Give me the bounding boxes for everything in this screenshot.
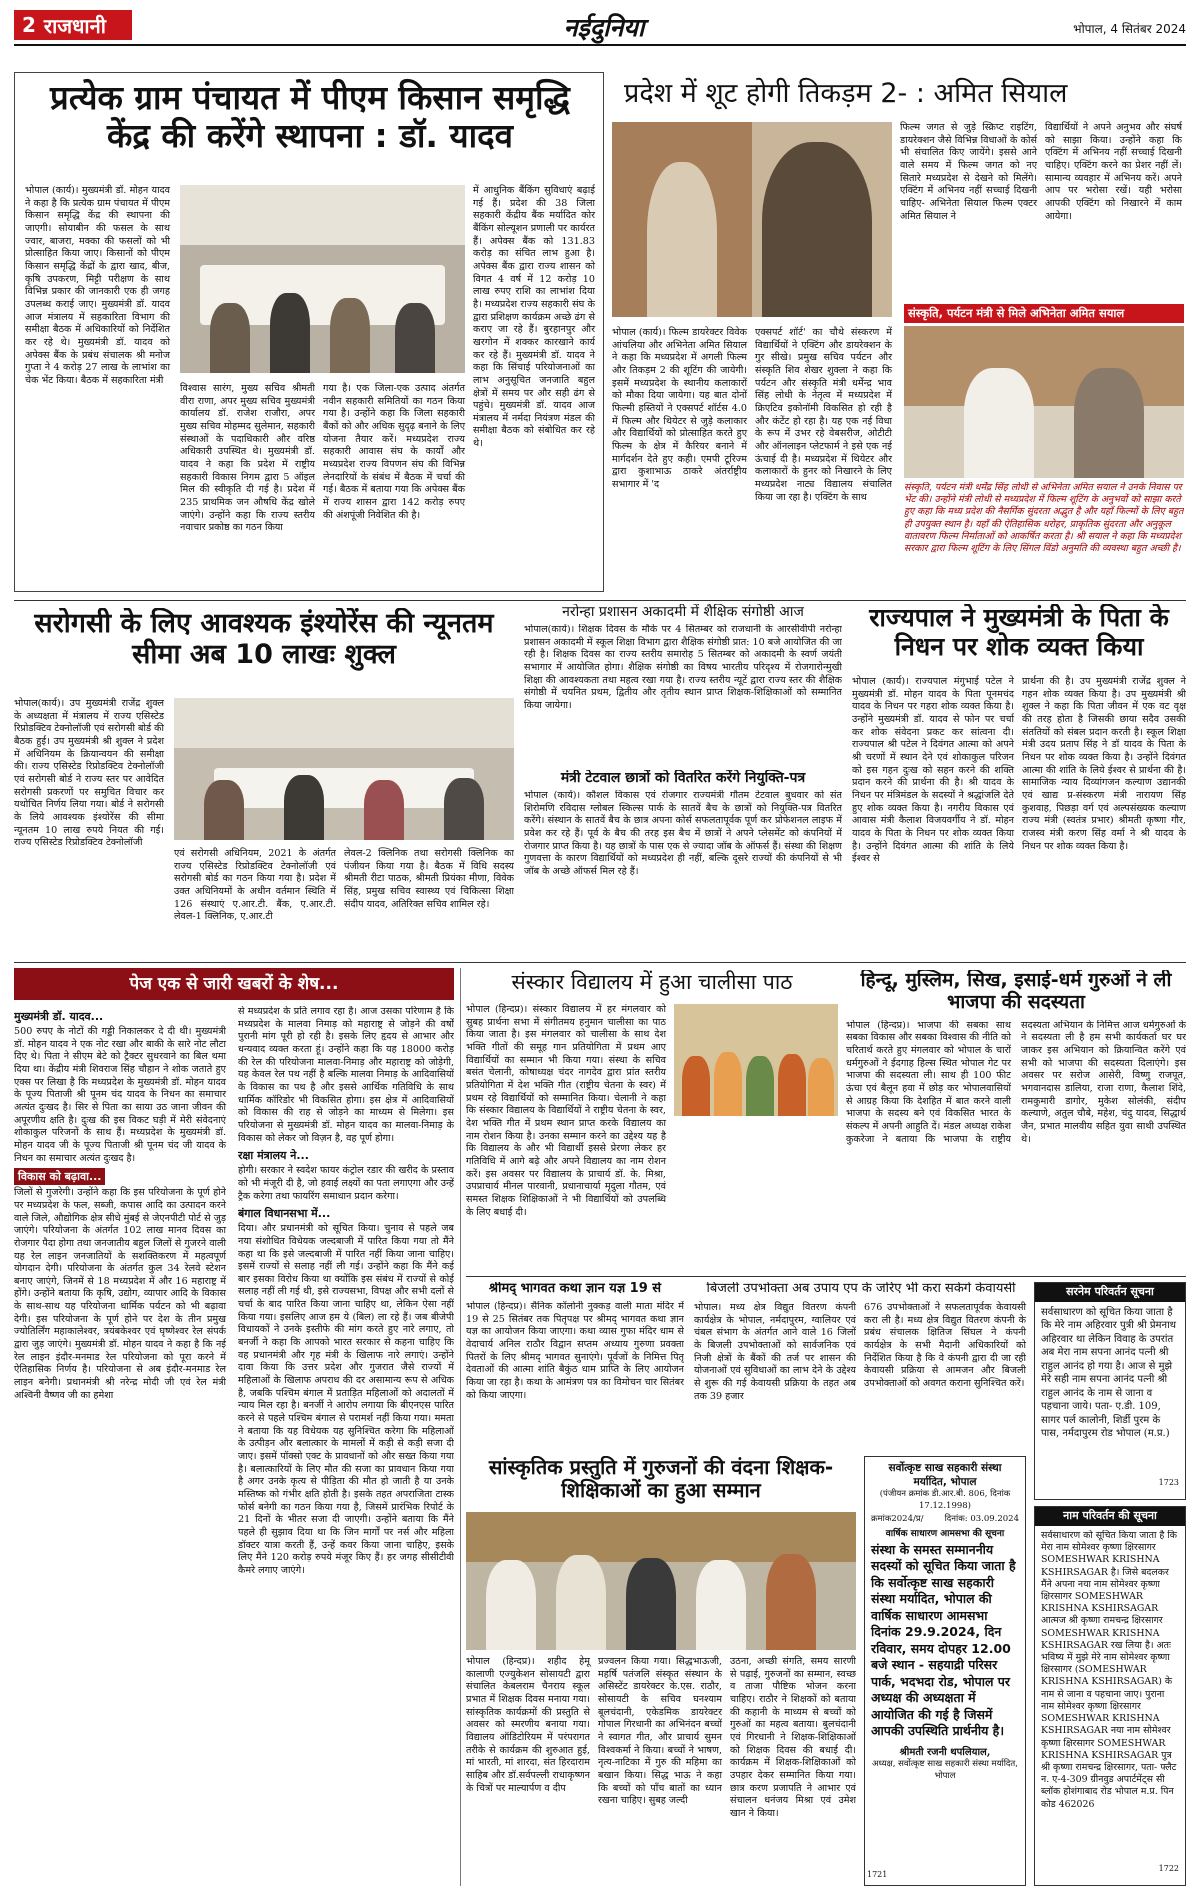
notice-name-change [1034, 1506, 1186, 1886]
headline: नरोन्हा प्रशासन अकादमी में शैक्षिक संगोष्ठी आज [562, 604, 804, 620]
headline: बिजली उपभोक्ता अब उपाय एप के जरिए भी करा सकेंगे केवायसी [706, 1282, 1016, 1296]
jump-text-cm: 500 रुपए के नोटों की गड्डी निकालकर दे दी थी। मुख्यमंत्री डॉ. मोहन यादव ने एक नोट रखा और बाकी के सारे नोट लौटा दिए थे। पिता ने सीएम बेटे को ट्रैक्टर सुधरवाने का बिल थमा दिया था। केंद्रीय मंत्री शिवराज सिंह चौहान ने शोक जताते हुए एक्स पर लिखा है कि मध्यप्रदेश के मुख्यमंत्री डॉ. मोहन यादव के पूज्य पिताजी श्री पूनम चंद यादव के निधन का समाचार अत्यंत दुःखद है। सिर से पिता का साया उठ जाना जीवन की अपूरणीय क्षति है। दुःख की इस विकट घड़ी में मेरी संवेदनाएं शोकाकुल परिजनों के साथ हैं। मध्यप्रदेश के मुख्यमंत्री डॉ. मोहन यादव जी के पूज्य पिताजी श्री पूनम चंद जी यादव के निधन का समाचार अत्यंत दुःखद है। [14, 1026, 226, 1164]
students-photo [674, 1004, 838, 1116]
story-body: भोपाल (कार्य)। कौशल विकास एवं रोजगार राज्यमंत्री गौतम टेटवाल बुधवार को संत शिरोमणि रविदास ग्लोबल स्किल्स पार्क के सातवें बैच के छात्रों को नियुक्ति-पत्र वितरित करेंगे। संस्थान के सातवें बैच के छात्र अपना कोर्स सफलतापूर्वक पूर्ण कर प्रोफेशनल लाइफ में प्रवेश कर रहे हैं। पूर्व के बैच की तरह इस बैच में छात्रों ने अपने प्लेसमेंट को कंपनियों में रोजगार प्राप्त किया है। यह छात्रों के पास एक से ज्यादा जॉब के ऑफर्स हैं। संस्था की शिक्षण गुणवत्ता के कारण विद्यार्थियों को मध्यप्रदेश ही नहीं, बल्कि दूसरे राज्यों की कंपनियों से भी जॉब के अच्छे ऑफर्स मिल रहे हैं। [524, 790, 842, 878]
story-col-1: भोपाल(कार्य)। उप मुख्यमंत्री राजेंद्र शुक्ल के अध्यक्षता में मंत्रालय में राज्य एसिस्टेड रिप्रोडक्टिव टेक्नोलॉजी एवं सरोगसी बोर्ड की बैठक हुई। उप मुख्यमंत्री श्री शुक्ल ने प्रदेश में अधिनियम के क्रियान्वयन की समीक्षा की। राज्य एसिस्टेड रिप्रोडक्टिव टेक्नोलॉजी एवं सरोगसी बोर्ड ने राज्य स्तर पर आवेदित सरोगसी प्रकरणों पर समुचित विचार कर यथोचित निर्णय लिया गया। बोर्ड ने सरोगसी के लिये आवश्यक इंश्योरेंस की सीमा न्यूनतम 10 लाख रुपये नियत की गई। राज्य एसिस्टेड रिप्रोडक्टिव टेक्नोलॉजी [14, 698, 164, 849]
story-col-2: प्रज्वलन किया गया। सिद्धभाऊजी, महर्षि पतंजलि संस्कृत संस्थान के असिस्टेंट डायरेक्टर के.एस. राठौर, सोसायटी के सचिव घनश्याम बूलचंदानी, एकेडमिक डायरेक्टर गोपाल गिरधानी का अभिनंदन बच्चों ने स्वागत गीत, और प्राचार्य सुमन विश्वकर्मा ने किया। बच्चों ने भाषण, नृत्य-नाटिका में गुरु की महिमा का बखान किया। सिद्ध भाऊ ने कहा कि बच्चों को पाँच बातों का ध्यान रखना चाहिए। सुबह जल्दी [598, 1656, 722, 1807]
jump-text-defence: होगी। सरकार ने स्वदेश फायर कंट्रोल रडार की खरीद के प्रस्ताव को भी मंजूरी दी है, जो हवाई लक्ष्यों का पता लगाएगा और उन्हें ट्रैक करेगा तथा फायरिंग समाधान प्रदान करेगा। [238, 1165, 454, 1202]
meeting-photo [180, 185, 465, 373]
headline: प्रदेश में शूट होगी तिकड़म 2- : अमित सियाल [624, 78, 1068, 109]
story-body: भोपाल (हिन्दप्र)। संस्कार विद्यालय में हर मंगलवार को सुबह प्रार्थना सभा में संगीतमय हनुमान चालीसा का पाठ किया जाता है। इस मंगलवार को चालीसा के साथ देश भक्ति गीतों की समूह गान प्रतियोगिता में प्रथम आए विद्यार्थियों का सम्मान भी किया गया। संस्था के सचिव बसंत चेलानी, कोषाध्यक्ष चंदर नागदेव द्वारा प्रांत स्तरीय प्रतियोगिता में देश भक्ति गीत (राष्ट्रीय चेतना के स्वर) में प्रथम रहे विद्यार्थियों को सम्मानित किया। चेलानी ने कहा कि संस्कार विद्यालय के विद्यार्थियों ने राष्ट्रीय चेतना के स्वर, देश भक्ति गीत में प्रथम स्थान प्राप्त करके विद्यालय का नाम रोशन किया है। उनका सम्मान करने का उद्देश्य यह है कि विद्यालय के और भी विद्यार्थी इससे प्रेरणा लेकर हर गतिविधि में आगे बढ़े और अपने विद्यालय का नाम रोशन करें। इस अवसर पर विद्यालय के प्राचार्य डॉ. के. मिश्रा, उपप्राचार्य मीनल पारवानी, प्रधानाचार्या मृदुला गौतम, एवं समस्त शिक्षक शिक्षिकाओं ने भी विद्यार्थियों को उपलब्धि के लिए बधाई दी। [466, 1004, 666, 1218]
board-meeting-photo [174, 698, 514, 840]
story-teachers-honoured [466, 1456, 856, 1886]
section-tab [14, 10, 132, 40]
story-col-2: एवं सरोगसी अधिनियम, 2021 के अंतर्गत राज्य एसिस्टेड रिप्रोडक्टिव टेक्नोलॉजी एवं सरोगसी बोर्ड का गठन किया गया है। प्रदेश में उक्त अधिनियमों के अधीन वर्तमान स्थिति में 126 संस्थाएं ए.आर.टी. बैंक, ए.आर.टी. लेवल-1 क्लिनिक, ए.आर.टी [174, 848, 336, 923]
notice-body: संस्था के समस्त सम्माननीय सदस्यों को सूचित किया जाता है कि सर्वोत्कृष्ट साख सहकारी संस्था मर्यादित, भोपाल की वार्षिक साधारण आमसभा दिनांक 29.9.2024, दिन रविवार, समय दोपहर 12.00 बजे स्थान - सहयाद्री परिसर पार्क, भदभदा रोड, भोपाल पर अध्यक्ष की अध्यक्षता में आयोजित की गई है जिसमें आपकी उपस्थिति प्रार्थनीय है। [871, 1541, 1016, 1739]
headline: प्रत्येक ग्राम पंचायत में पीएम किसान समृद्धि केंद्र की करेंगे स्थापना : डॉ. यादव [50, 78, 570, 155]
story-col-1: भोपाल (कार्य)। राज्यपाल मंगुभाई पटेल ने मुख्यमंत्री डॉ. मोहन यादव के पिता पूनमचंद यादव के निधन पर गहरा शोक व्यक्त किया है। उन्होंने मुख्यमंत्री डॉ. यादव से फोन पर चर्चा कर शोक संवेदना प्रकट कर सांत्वना दी। राज्यपाल श्री पटेल ने दिवंगत आत्मा को अपने श्री चरणों में स्थान देने एवं शोकाकुल परिजन को इस गहन दुःख को सहन करने की शक्ति प्रदान करने की प्रार्थना की है। श्री यादव के निधन पर मंत्रिमंडल के सदस्यों ने श्रद्धांजलि देते हुए शोक व्यक्त किया है। नगरीय विकास एवं आवास मंत्री कैलाश विजयवर्गीय ने डॉ. मोहन यादव के पिता के निधन पर शोक व्यक्त किया है। उन्होंने दिवंगत आत्मा की शांति के लिये ईश्वर से [852, 676, 1014, 865]
paper-name: नईदुनिया [563, 13, 645, 42]
story-col-3: लेवल-2 क्लिनिक तथा सरोगसी क्लिनिक का पंजीयन किया गया है। बैठक में विधि सदस्य श्रीमती रीटा पाठक, श्रीमती प्रियंका मीणा, विवेक सिंह, प्रमुख सचिव स्वास्थ्य एवं चिकित्सा शिक्षा संदीप यादव, अतिरिक्त सचिव शामिल रहे। [344, 848, 514, 910]
jump-head-defence: रक्षा मंत्रालय ने... [238, 1149, 309, 1163]
ceremony-photo [466, 1512, 856, 1650]
headline: हिन्दू, मुस्लिम, सिख, इसाई-धर्म गुरुओं ने ली भाजपा की सदस्यता [860, 970, 1172, 1013]
story-surrogacy [14, 608, 514, 954]
story-col-4: में आधुनिक बैंकिंग सुविधाएं बढ़ाई गई हैं। प्रदेश की 38 जिला सहकारी केंद्रीय बैंक मर्यादित कोर बैंकिंग सोल्यूशन प्रणाली पर कार्यरत हैं। अपेक्स बैंक को 131.83 करोड़ का संचित लाभ हुआ है। अपेक्स बैंक द्वारा राज्य शासन को विगत 4 वर्ष में 12 करोड़ 10 लाख रुपए राशि का लाभांश दिया है। मध्यप्रदेश राज्य सहकारी संघ के द्वारा प्रशिक्षण कार्यक्रम अच्छे ढंग से कराए जा रहे हैं। बुरहानपुर और खरगोन में शक्कर कारखाने कार्य कर रहे हैं। मुख्यमंत्री डॉ. यादव ने कहा कि सिंचाई परियोजनाओं का लाभ अनुसूचित जनजाति बहुल क्षेत्रों में समय पर और सही ढंग से पहुंचे। मुख्यमंत्री डॉ. यादव आज मंत्रालय में नर्मदा नियंत्रण मंडल की समीक्षा बैठक को संबोधित कर रहे थे। [473, 185, 595, 450]
story-col-2: प्रार्थना की है। उप मुख्यमंत्री राजेंद्र शुक्ल ने गहन शोक व्यक्त किया है। उप मुख्यमंत्री श्री शुक्ल ने कहा कि पिता जीवन में एक वट वृक्ष की तरह होता है जिसकी छाया सदैव उसकी संततियों को संबल प्रदान करती है। स्कूल शिक्षा मंत्री उदय प्रताप सिंह ने डॉ यादव के पिता के निधन पर शोक व्यक्त किया है। उन्होंने दिवंगत आत्मा की शांति के लिये ईश्वर से प्रार्थना की है। सामाजिक न्याय दिव्यांगजन कल्याण उद्यानकी एवं खाद्य प्र-संस्करण मंत्री नारायण सिंह कुशवाह, पिछड़ा वर्ग एवं अल्पसंख्यक कल्याण राज्य मंत्री (स्वतंत्र प्रभार) श्रीमती कृष्णा गौर, राजस्व मंत्री करण सिंह वर्मा ने श्री यादव के निधन पर शोक व्यक्त किया है। [1022, 676, 1186, 852]
jump-section [14, 968, 454, 1886]
story-col-1: भोपाल। मध्य क्षेत्र विद्युत वितरण कंपनी कार्यक्षेत्र के भोपाल, नर्मदापुरम, ग्वालियर एवं चंबल संभाग के अंतर्गत आने वाले 16 जिलों के बिजली उपभोक्ताओं को सार्वजनिक एवं निजी क्षेत्रों के बैंकों की तर्ज पर शासन की योजनाओं एवं सुविधाओं का लाभ देने के उद्देश्य से शुरू की गई केवायसी प्रक्रिया के तहत अब तक 39 हजार [694, 1302, 856, 1402]
society-name: सर्वोत्कृष्ट साख सहकारी संस्था मर्यादित, भोपाल [888, 1462, 1002, 1489]
notice-title: सरनेम परिवर्तन सूचना [1035, 1283, 1185, 1302]
story-col-3: गया है। एक जिला-एक उत्पाद अंतर्गत नवीन सहकारी समितियों का गठन किया गया है। उन्होंने कहा कि जिला सहकारी बैंकों को और अधिक सुदृढ़ बनाने के लिए योजना तैयार करें। मध्यप्रदेश राज्य सहकारी आवास संघ के कार्यों और मध्यप्रदेश राज्य विपणन संघ की विभिन्न लेनदारियों के संबंध में बैठक में चर्चा की गई। बैठक में बताया गया कि अपेक्स बैंक में राज्य शासन द्वारा 142 करोड़ रुपए की अंशपूंजी निवेशित की है। [323, 383, 465, 521]
dateline: भोपाल, 4 सितंबर 2024 [1073, 22, 1186, 36]
section-name: राजधानी [43, 13, 106, 38]
notice-body: सर्वसाधारण को सूचित किया जाता है कि मेरे नाम अहिरवार पुत्री श्री प्रेमनाथ अहिरवार था लेकिन विवाह के उपरांत अब मेरा नाम सपना आनंद पत्नी श्री राहुल आनंद हो गया है। आज से मुझे मेरे सही नाम सपना आनंद पत्नी श्री राहुल आनंद के नाम से जाना व पहचाना जाये। पता- ए.डी. 109, सागर पर्ल कालोनी, शिर्डी पुरम के पास, नर्मदापुरम रोड भोपाल (म.प्र.) [1041, 1306, 1177, 1440]
jump-head-bengal: बंगाल विधानसभा में... [238, 1207, 331, 1221]
signer-role: अध्यक्ष, सर्वोत्कृष्ट साख सहकारी संस्था मर्यादित, भोपाल [872, 1759, 1018, 1781]
story-governor-condolence [852, 604, 1186, 954]
masthead [14, 8, 1186, 48]
story-col-1: भोपाल (कार्य)। मुख्यमंत्री डॉ. मोहन यादव ने कहा है कि प्रत्येक ग्राम पंचायत में पीएम किसान समृद्धि केंद्र की स्थापना की जाएगी। सोयाबीन की फसल के साथ ज्वार, बाजरा, मक्का की फसलों को भी प्रोत्साहित किया जाए। किसानों को पीएम किसान समृद्धि केंद्रों के द्वारा खाद, बीज, कृषि उपकरण, मिट्टी परीक्षण के साथ विभिन्न प्रकार की जानकारी एक ही जगह उपलब्ध कराई जाए। मुख्यमंत्री डॉ. यादव आज मंत्रालय में सहकारिता विभाग की समीक्षा बैठक में अधिकारियों को निर्देशित कर रहे थे। मुख्यमंत्री डॉ. यादव को अपेक्स बैंक के प्रबंध संचालक श्री मनोज गुप्ता ने 4 करोड़ 27 लाख के लाभांश का चेक भेंट किया। बैठक में सहकारिता मंत्री [25, 185, 170, 386]
story-naronha-seminar [524, 604, 842, 764]
story-col-4: विद्यार्थियों ने अपने अनुभव और संघर्ष को साझा किया। उन्होंने कहा कि एक्टिंग में अभिनय नहीं सच्चाई दिखनी चाहिए। एक्टिंग करने का प्रेशर नहीं लें। सामान्य व्यवहार में अभिनय करें। अपने आप पर भरोसा रखें। यही भरोसा आपकी एक्टिंग को निखारने में काम आयेगा। [1045, 122, 1182, 222]
jump-text-vikas: जिलों से गुजरेगी। उन्होंने कहा कि इस परियोजना के पूर्ण होने पर मध्यप्रदेश के फल, सब्जी, कपास आदि का उत्पादन करने वाले जिले, औद्योगिक क्षेत्र सीधे मुंबई से जेएनपीटी पोर्ट से जुड़ जाएंगे। परियोजना के अंतर्गत 102 लाख मानव दिवस का रोजगार पैदा होगा तथा जनजातीय बहुल जिलों से गुजरने वाली यह रेल लाइन जनजातियों के सशक्तिकरण में महत्वपूर्ण योगदान देगी। परियोजना के अंतर्गत कुल 34 रेलवे स्टेशन बनाए जाएंगे, जिनमें से 18 मध्यप्रदेश में और 16 महाराष्ट्र में होंगे। उन्होंने बताया कि कृषि, उद्योग, व्यापार आदि के विकास के साथ-साथ यह परियोजना धार्मिक पर्यटन को भी बढ़ावा देगी। इस परियोजना के पूर्ण होने पर देश के तीन प्रमुख ज्योतिर्लिंग महाकालेश्वर, त्रयंबकेश्वर एवं घृष्णेश्वर रेल संपर्क द्वारा जुड़ जाएंगे। मुख्यमंत्री डॉ. मोहन यादव ने कहा है कि नई रेल लाइन इंदौर-मनमाड रेल परियोजना को पूरा करने में ऐतिहासिक निर्णय है। परियोजना से अब इंदौर-मनमाड रेल लाइन बनेगी। प्रधानमंत्री श्री नरेन्द्र मोदी जी एवं रेल मंत्री अश्विनी वैष्णव जी का हमेशा [14, 1187, 226, 1401]
story-col-2: 676 उपभोक्ताओं ने सफलतापूर्वक केवायसी करा ली है। मध्य क्षेत्र विद्युत वितरण कंपनी के प्रबंध संचालक क्षितिज सिंघल ने कंपनी कार्यक्षेत्र के सभी मैदानी अधिकारियों को निर्देशित किया है कि वे कंपनी द्वारा दी जा रही केवायसी प्रक्रिया से आमजन और बिजली उपभोक्ताओं को अवगत कराना सुनिश्चित करें। [864, 1302, 1026, 1389]
notice-agm [864, 1456, 1026, 1886]
reference-no: क्रमांक2024/प्र/ [871, 1514, 924, 1525]
jump-banner: पेज एक से जारी खबरों के शेष... [14, 968, 454, 1000]
story-tetwal-appointments [524, 770, 842, 954]
story-bhagwat-katha [466, 1282, 684, 1450]
headline: मंत्री टेटवाल छात्रों को वितरित करेंगे नियुक्ति-पत्र [560, 770, 806, 786]
story-dharm-guru-bjp [846, 970, 1186, 1270]
notice-body: सर्वसाधारण को सूचित किया जाता है कि मेरा नाम सोमेश्वर कृष्णा क्षिरसागर SOMESHWAR KRISHNA KSHIRSAGAR है। जिसे बदलकर मैंने अपना नया नाम सोमेश्वर कृष्णा क्षिरसागर SOMESHWAR KRISHNA KSHIRSAGAR आत्मज श्री कृष्णा रामचन्द्र क्षिरसागर SOMESHWAR KRISHNA KSHIRSAGAR रख लिया है। अतः भविष्य में मुझे मेरे नाम सोमेश्वर कृष्णा क्षिरसागर (SOMESHWAR KRISHNA KSHIRSAGAR) के नाम से जाना व पहचाना जाए। पुराना नाम सोमेश्वर कृष्णा क्षिरसागर SOMESHWAR KRISHNA KSHIRSAGAR नया नाम सोमेश्वर कृष्णा क्षिरसागर SOMESHWAR KRISHNA KSHIRSAGAR पुत्र श्री कृष्णा रामचन्द्र क्षिरसागर, पता- फ्लैट न. ए-4-309 ग्रीनवुड अपार्टमेंट्स सी ब्लॉक होशंगाबाद रोड भोपाल म.प्र. पिन कोड 462026 [1041, 1529, 1177, 1810]
registration: (पंजीयन क्रमांक डी.आर.बी. 806, दिनांक 17.12.1998) [879, 1489, 1011, 1511]
story-body: भोपाल (हिन्दप्र)। भाजपा की सबका साथ सबका विकास और सबका विश्वास की नीति को चरितार्थ करते हुए मंगलवार को भोपाल के चारों धर्मगुरुओं ने ईदगाह हिल्स स्थित भोपाल गेट पर भाजपा की सदस्यता ली। साथ ही 100 फीट ऊंचा एवं बैलून हवा में छोड़ कर भोपालवासियों से आग्रह किया कि देशहित में बात करने वाली भाजपा के सदस्य बने एवं विकसित भारत के संकल्प में अपनी आहुति दें। मंडल अध्यक्ष राकेश कुकरेजा ने बताया कि भाजपा के राष्ट्रीय सदस्यता अभियान के निमित्त आज धर्मगुरुओं के ने सदस्यता ली है हम सभी कार्यकर्ता घर घर जाकर इस अभियान को क्रियान्वित करेंगे एवं सभी को भाजपा की सदस्यता दिलाएंगे। इस अवसर पर सरोज आसेरी, विष्णु राजपूत, भगवानदास डालिया, राजा राणा, कैलाश शिंदे, रामकुमारी डागोर, मुकेश सोलंकी, संदीप कल्याणे, अतुल चौबे, महेश, चंदु यादव, सिद्धार्थ जैन, प्रभात मालवीय सहित युवा साथी उपस्थित थे। [846, 1019, 1186, 1145]
headline: राज्यपाल ने मुख्यमंत्री के पिता के निधन पर शोक व्यक्त किया [869, 604, 1169, 661]
story-col-3: फिल्म जगत से जुड़े स्क्रिप्ट राइटिंग, डायरेक्शन जैसे विभिन्न विधाओं के कोर्स भी संचालित किए जायेंगे। इससे आने वाले समय में फिल्म जगत को नए सितारे मध्यप्रदेश से देखने को मिलेंगे। एक्टिंग में अभिनय नहीं सच्चाई दिखनी चाहिए- अभिनेता सियाल फिल्म एक्टर अमित सियाल ने [900, 122, 1037, 222]
story-kisan-samriddhi [14, 72, 604, 592]
headline: श्रीमद् भागवत कथा ज्ञान यज्ञ 19 से [488, 1282, 662, 1296]
headline: संस्कार विद्यालय में हुआ चालीसा पाठ [511, 970, 793, 994]
headline: सरोगसी के लिए आवश्यक इंश्योरेंस की न्यूनतम सीमा अब 10 लाखः शुक्ल [34, 608, 494, 671]
page-number: 2 [22, 13, 36, 37]
story-body: भोपाल (हिन्दप्र)। सैनिक कॉलोनी नुक्कड़ वाली माता मंदिर में 19 से 25 सितंबर तक पितृपक्ष पर श्रीमद् भागवत कथा ज्ञान यज्ञ का आयोजन किया जाएगा। कथा व्यास गुफा मंदिर धाम से वेदाचार्य अनिल राठौर विद्वान सप्तम अध्याय गुरुणा प्रवक्ता पितरों के लिए श्रीमद् भागवत सुनाएंगे। पूर्वजों के निमित्त पितृ देवताओं की आत्मा शांति बैकुंठ धाम प्राप्ति के लिए आयोजन किया जा रहा है। कथा के आमंत्रण पत्र का विमोचन चार सितंबर को किया जाएगा। [466, 1300, 684, 1401]
photo-banner: संस्कृति, पर्यटन मंत्री से मिले अभिनेता अमित सयाल [904, 304, 1184, 323]
jump-head-vikas: विकास को बढ़ावा... [14, 1168, 105, 1185]
story-col-3: उठना, अच्छी संगति, समय सारणी से पढ़ाई, गुरुजनों का सम्मान, स्वच्छ व ताजा पौष्टिक भोजन करना चाहिए। राठौर ने शिक्षकों को बताया की कहानी के माध्यम से बच्चों को गुरुओं का महत्व बताया। बुलचंदानी एवं गिरधानी ने शिक्षक-शिक्षिकाओं को शिक्षक दिवस की बधाई दी। कार्यक्रम में शिक्षक-शिक्षिकाओं को उपहार देकर सम्मानित किया गया। छात्र करण प्रजापति ने आभार एवं संचालन धनंजय मिश्रा एवं उमेश खान ने किया। [730, 1656, 856, 1819]
story-col-2: एक्सपर्ट शॉर्ट' का चौथे संस्करण में विद्यार्थियों ने एक्टिंग और डायरेक्शन के गुर सीखे। प्रमुख सचिव पर्यटन और संस्कृति शिव शेखर शुक्ला ने कहा कि पर्यटन और संस्कृति मंत्री धर्मेन्द्र भाव सिंह लोधी के नेतृत्व में मध्यप्रदेश में क्रिएटिव इकोनॉमी विकसित हो रही है और कंटेंट हो रहा है। यह एक नई विधा के रूप में उभर रहे वेबसरीज, ओटीटी और ऑनलाइन प्लेटफार्म ने इसे एक नई ऊंचाई दी है। मध्यप्रदेश में थियेटर और कलाकारों के हुनर को निखारने के लिए मध्यप्रदेश नाट्य विद्यालय संचालित किया जा रहा है। एक्टिंग के साथ [755, 327, 892, 503]
notice-date: दिनांक: 03.09.2024 [944, 1514, 1019, 1525]
notice-subject: वार्षिक साधारण आमसभा की सूचना [885, 1528, 1005, 1539]
notice-title: नाम परिवर्तन की सूचना [1035, 1507, 1185, 1526]
jump-head-cm: मुख्यमंत्री डॉ. यादव... [14, 1010, 104, 1023]
story-chalisa-path [466, 970, 838, 1270]
signer-name: श्रीमती रजनी थपलियाल, [899, 1746, 991, 1758]
headline: सांस्कृतिक प्रस्तुति में गुरुजनों की वंदना शिक्षक-शिक्षिकाओं का हुआ सम्मान [488, 1456, 834, 1502]
jump-text-continued: से मध्यप्रदेश के प्रति लगाव रहा है। आज उसका परिणाम है कि मध्यप्रदेश के मालवा निमाड़ को महाराष्ट्र से जोड़ने की वर्षों पुरानी मांग पूरी हो रही है। इसके लिए हृदय से आभार और धन्यवाद व्यक्त करता हूं। उन्होंने कहा कि यह 18000 करोड़ की रेल की परियोजना मालवा-निमाड़ और महाराष्ट्र को जोड़ेगी, यह केवल रेल पथ नहीं है बल्कि मालवा निमाड़ के आदिवासियों के विकास का पथ है और इससे आर्थिक गतिविधि के साथ धार्मिक कॉरिडोर भी विकसित होगा। इस क्षेत्र में आदिवासियों को विकास की राह से जोड़ने का माध्यम से मिलेगा। इस परियोजना से मुख्यमंत्री डॉ. मोहन यादव का मालवा-निमाड़ के विकास को लेकर जो विज़न है, वह पूर्ण होगा। [238, 1006, 454, 1144]
story-bijli-kyc [694, 1282, 1028, 1450]
story-col-2: विश्वास सारंग, मुख्य सचिव श्रीमती वीरा राणा, अपर मुख्य सचिव मुख्यमंत्री कार्यालय डॉ. राजेश राजौरा, अपर मुख्य सचिव मोहम्मद सुलेमान, सहकारी संस्थाओं के पदाधिकारी और वरिष्ठ अधिकारी उपस्थित थे। मुख्यमंत्री डॉ. यादव ने कहा कि प्रदेश में राष्ट्रीय सहकारी विकास निगम द्वारा 5 ऑइल मिल की स्वीकृति दी गई है। प्रदेश में 235 प्राथमिक जन औषधि केंद्र खोले जाएंगे। उन्होंने कहा कि राज्य स्तरीय नवाचार प्रकोष्ठ का गठन किया [180, 383, 315, 534]
story-tikdam-2 [612, 72, 1186, 592]
notice-code: 1721 [867, 1870, 888, 1880]
notice-code: 1723 [1158, 1477, 1179, 1487]
story-col-1: भोपाल (कार्य)। फिल्म डायरेक्टर विवेक आंचलिया और अभिनेता अमित सियाल ने कहा कि मध्यप्रदेश में अगली फिल्म और तिकड़म 2 की शूटिंग की जायेगी। इसमें मध्यप्रदेश के स्थानीय कलाकारों को मौका दिया जायेगा। यह बात दोनों फिल्मी हस्तियों ने एक्सपर्ट शॉर्टस 4.0 में फिल्म और थियेटर से जुड़े कलाकार और विद्यार्थियों को प्रोत्साहित करते हुए फिल्म के क्षेत्र में कैरियर बनाने में मार्गदर्शन देते हुए कही। एमपी टूरिज्म द्वारा कुशाभाऊ ठाकरे अंतर्राष्ट्रीय सभागार में 'द [612, 327, 747, 490]
minister-meeting-photo [904, 326, 1184, 478]
photo-caption: संस्कृति, पर्यटन मंत्री धर्मेंद्र सिंह लोधी से अभिनेता अमित सयाल ने उनके निवास पर भेंट की। उन्होंने मंत्री लोधी से मध्यप्रदेश में फिल्म शूटिंग के अनुभवों को साझा करते हुए कहा कि मध्य प्रदेश की नैसर्गिक सुंदरता अद्भुत है और यहाँ फिल्मों के लिए बहुत ही उपयुक्त स्थान है। यहाँ की ऐतिहासिक धरोहर, प्राकृतिक सुंदरता और अनुकूल वातावरण फिल्म निर्माताओं को आकर्षित करता है। श्री सयाल ने कहा कि मध्यप्रदेश सरकार द्वारा फिल्म शूटिंग के लिए सिंगल विंडो अनुमति की व्यवस्था बहुत अच्छी है। [904, 482, 1184, 555]
amit-sial-photo [612, 122, 892, 317]
jump-text-bengal: दिया। और प्रधानमंत्री को सूचित किया। चुनाव से पहले जब नया संशोधित विधेयक जल्दबाजी में पारित किया गया तो मैंने कहा था कि इसे जल्दबाजी में पारित नहीं किया जाना चाहिए। इसमें राज्यों से सलाह नहीं ली गई। उन्होंने कहा कि मैंने कई बार इसका विरोध किया था क्योंकि इस संबंध में राज्यों से कोई सलाह नहीं ली गई थी, इसे राज्यसभा, विपक्ष और सभी दलों से चर्चा के बाद पारित किया जाना चाहिए था, लेकिन ऐसा नहीं किया गया। इसलिए आज हम ये (बिल) ला रहे हैं। जब बीजेपी विधायकों ने उनके इस्तीफे की मांग करते हुए नारे लगाए, तो बनर्जी ने कहा कि आपको भारत सरकार से कहना चाहिए कि वह प्रधानमंत्री और गृह मंत्री के खिलाफ नारे लगाएं। उन्होंने दावा किया कि उत्तर प्रदेश और गुजरात जैसे राज्यों में महिलाओं के खिलाफ अपराध की दर असामान्य रूप से अधिक है, जबकि पश्चिम बंगाल में प्रताड़ित महिलाओं को अदालतों में न्याय मिल रहा है। बनर्जी ने आरोप लगाया कि बीएनएस पारित करने से पहले पश्चिम बंगाल से परामर्श नहीं किया गया। ममता ने बताया कि यह विधेयक यह सुनिश्चित करेगा कि महिलाओं के उत्पीड़न और बलात्कार के मामलों में कड़ी से कड़ी सजा दी जाए। इसमें पॉक्सो एक्ट के प्रावधानों को और सख्त किया गया है। बलात्कारियों के लिए मौत की सजा का प्रावधान किया गया है अगर उनके कृत्य से पीड़िता की मौत हो जाती है या उनके मस्तिष्क को गंभीर क्षति होती है। इसके तहत अपराजिता टास्क फोर्स बनेगी का गठन किया गया है, जिसमें प्रारंभिक रिपोर्ट के 21 दिनों के भीतर सजा दी जाएगी। उन्होंने बताया कि मैंने पहले ही सुझाव दिया था कि जिन मार्गों पर नर्स और महिला डॉक्टर यात्रा करती हैं, उन्हें कवर किया जाना चाहिए, इसके लिए मैंने 120 करोड़ रुपये मंजूर किए हैं। हर जगह सीसीटीवी कैमरे लगाए जाएंगे। [238, 1223, 454, 1576]
notice-code: 1722 [1158, 1863, 1179, 1873]
notice-surname-change [1034, 1282, 1186, 1500]
story-body: भोपाल(कार्य)। शिक्षक दिवस के मौके पर 4 सितम्बर को राजधानी के आरसीवीपी नरोन्हा प्रशासन अकादमी में स्कूल शिक्षा विभाग द्वारा शैक्षिक संगोष्ठी प्रात: 10 बजे आयोजित की जा रही है। शिक्षक दिवस का राज्य स्तरीय समारोह 5 सितम्बर को अकादमी के स्वर्ण जयंती सभागार में आयोजित होगा। शैक्षिक संगोष्ठी का विषय भारतीय परिदृश्य में रोजगारोन्मुखी शिक्षा की आवश्यकता तथा महत्व रखा गया है। राज्य स्तरीय न्यूटें द्वारा राज्य स्तर की शैक्षिक संगोष्ठी में चयनित प्रथम, द्वितीय और तृतीय स्थान प्राप्त शिक्षक-शिक्षिकाओं को सम्मानित किया जायेगा। [524, 624, 842, 712]
story-col-1: भोपाल (हिन्दप्र)। शहीद हेमू कालाणी एज्युकेशन सोसायटी द्वारा संचालित केबलराम चैनराय स्कूल प्रभात में शिक्षक दिवस मनाया गया। सांस्कृतिक कार्यक्रमों की प्रस्तुति से अवसर को स्मरणीय बनाया गया। विद्यालय ऑडिटोरियम में परंपरागत तरीके से कार्यक्रम की शुरुआत हुई, मां भारती, मां शारदा, संत हिरदाराम साहिब और डॉ.सर्वपल्ली राधाकृष्णन के चित्रों पर माल्यार्पण व दीप [466, 1656, 590, 1794]
